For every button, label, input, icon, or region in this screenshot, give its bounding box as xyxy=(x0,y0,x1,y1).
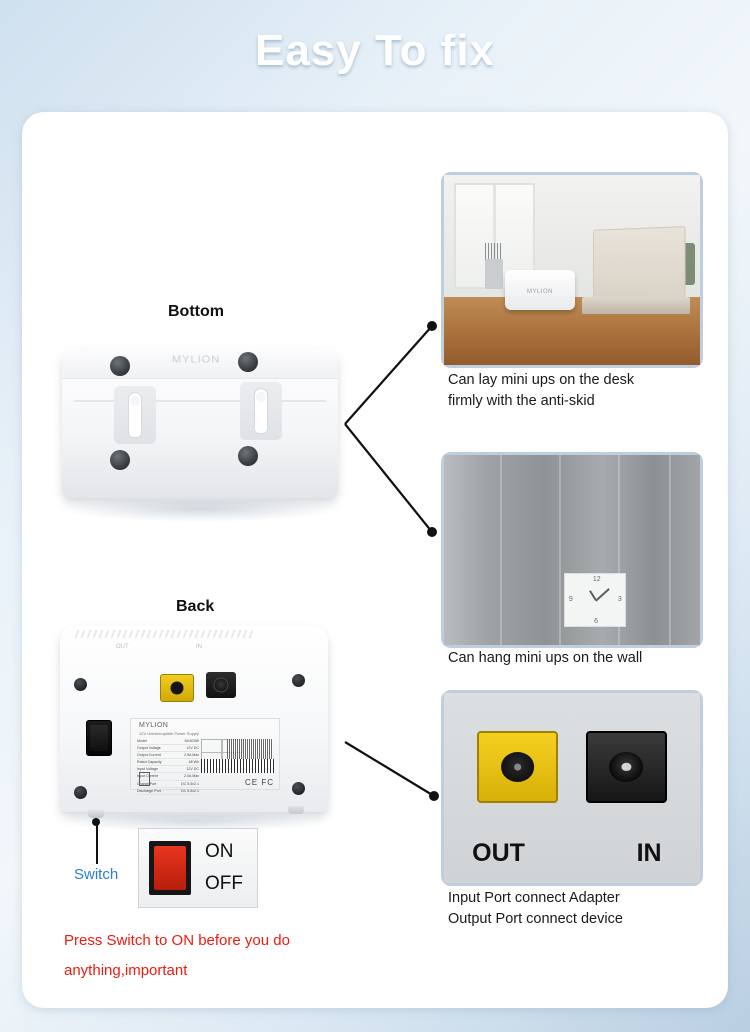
warning-line1: Press Switch to ON before you do xyxy=(64,932,290,949)
page-title: Easy To fix xyxy=(254,26,496,75)
caption-desk-line2: firmly with the anti-skid xyxy=(448,393,595,409)
spec-value: 48 Wh xyxy=(188,760,199,765)
caption-ports-line1: Input Port connect Adapter xyxy=(448,890,620,906)
spec-name: Input Current xyxy=(137,774,158,779)
back-port-text-out: OUT xyxy=(116,644,129,650)
switch-off-label: OFF xyxy=(205,873,243,894)
anti-skid-foot xyxy=(110,450,130,470)
rubber-foot xyxy=(74,786,87,799)
rocker-switch-icon[interactable] xyxy=(149,841,191,895)
rocker-switch-red[interactable] xyxy=(154,846,186,890)
table-row xyxy=(137,745,199,752)
spec-table xyxy=(137,738,199,795)
laptop-base xyxy=(582,297,690,314)
keyhole-slot-right xyxy=(240,382,282,440)
spec-value: 12V DC xyxy=(186,767,199,772)
caption-ports xyxy=(448,888,728,930)
rubber-foot xyxy=(292,674,305,687)
power-switch[interactable] xyxy=(86,720,112,756)
caption-desk xyxy=(448,370,718,412)
photo-wall xyxy=(441,452,703,648)
photo-ports xyxy=(441,690,703,886)
caption-wall-line1: Can hang mini ups on the wall xyxy=(448,650,643,666)
switch-on-label: ON xyxy=(205,841,234,862)
port-hole xyxy=(214,678,229,693)
keyhole-slot-left xyxy=(114,386,156,444)
output-port-label: OUT xyxy=(472,838,525,867)
product-bottom-view xyxy=(52,326,352,526)
output-port-yellow xyxy=(160,674,194,702)
clock-number-12: 12 xyxy=(592,575,601,583)
clock-minute-hand xyxy=(596,588,610,601)
spec-name: Rated Capacity xyxy=(137,760,162,765)
label-back-view: Back xyxy=(176,598,215,615)
anti-skid-foot xyxy=(238,352,258,372)
spec-label-brand: MYLION xyxy=(139,722,169,729)
spec-value: DC 5.5x2.1 xyxy=(181,788,199,793)
device-foot xyxy=(288,806,304,814)
device-shadow xyxy=(58,500,342,522)
switch-leader-line xyxy=(96,822,98,864)
spec-name: Discharge Port xyxy=(137,788,161,793)
certification-marks: CE FC xyxy=(245,778,274,787)
table-row xyxy=(137,752,199,759)
spec-name: Output Voltage xyxy=(137,746,161,751)
back-port-text-in: IN xyxy=(196,644,202,650)
warning-line2: anything,important xyxy=(64,962,188,979)
table-row xyxy=(137,788,199,795)
table-row xyxy=(137,738,199,745)
label-bottom-view: Bottom xyxy=(168,303,224,320)
spec-name: Model xyxy=(137,739,147,743)
table-row xyxy=(137,759,199,766)
anti-skid-foot xyxy=(238,446,258,466)
spec-value: 2.5A Max xyxy=(184,753,199,758)
switch-rocker[interactable] xyxy=(90,725,108,751)
vent-slots xyxy=(75,630,258,638)
spec-value: 2.0A Max xyxy=(184,774,199,779)
port-pin xyxy=(514,764,522,771)
keyhole-icon xyxy=(254,388,268,434)
input-port-black xyxy=(586,731,667,803)
warning-text xyxy=(64,926,404,986)
device-logo: MYLION xyxy=(526,288,553,295)
caption-desk-line1: Can lay mini ups on the desk xyxy=(448,372,635,388)
input-port-label: IN xyxy=(636,838,662,867)
photo-desk xyxy=(441,172,703,368)
spec-name: Charge Port xyxy=(137,781,157,786)
spec-name: Input Voltage xyxy=(137,767,158,772)
spec-value: DC 5.5x2.1 xyxy=(181,781,199,786)
clock-number-6: 6 xyxy=(594,617,599,625)
spec-label xyxy=(130,718,280,793)
spec-value: 12V DC xyxy=(186,746,199,751)
waste-bin-icon xyxy=(139,772,150,786)
caption-ports-line2: Output Port connect device xyxy=(448,911,623,927)
anti-skid-foot xyxy=(110,356,130,376)
wall-panel-line xyxy=(500,455,502,645)
spec-label-title: 12V Uninterruptible Power Supply xyxy=(139,731,200,736)
laptop-screen xyxy=(594,226,687,304)
device-logo: MYLION xyxy=(172,354,221,366)
clock-number-9: 9 xyxy=(568,595,573,603)
port-hole xyxy=(171,682,184,695)
rubber-foot xyxy=(292,782,305,795)
spec-value: ML603W xyxy=(184,739,199,743)
switch-closeup xyxy=(138,828,258,908)
wall-panel-line xyxy=(669,455,671,645)
rubber-foot xyxy=(74,678,87,691)
product-back-view xyxy=(48,616,358,836)
device-groove xyxy=(74,400,326,402)
pen-holder-icon xyxy=(485,259,503,289)
output-port-yellow xyxy=(477,731,558,803)
clock-number-3: 3 xyxy=(617,595,622,603)
wall-panel-line xyxy=(559,455,561,645)
caption-wall xyxy=(448,648,718,669)
switch-label: Switch xyxy=(74,866,119,883)
mini-ups-device-on-desk xyxy=(505,270,574,310)
barcode-icon xyxy=(201,759,275,773)
keyhole-icon xyxy=(128,392,142,438)
input-port-black xyxy=(206,672,236,698)
wall-clock-icon xyxy=(564,573,626,627)
spec-name: Output Current xyxy=(137,753,161,758)
